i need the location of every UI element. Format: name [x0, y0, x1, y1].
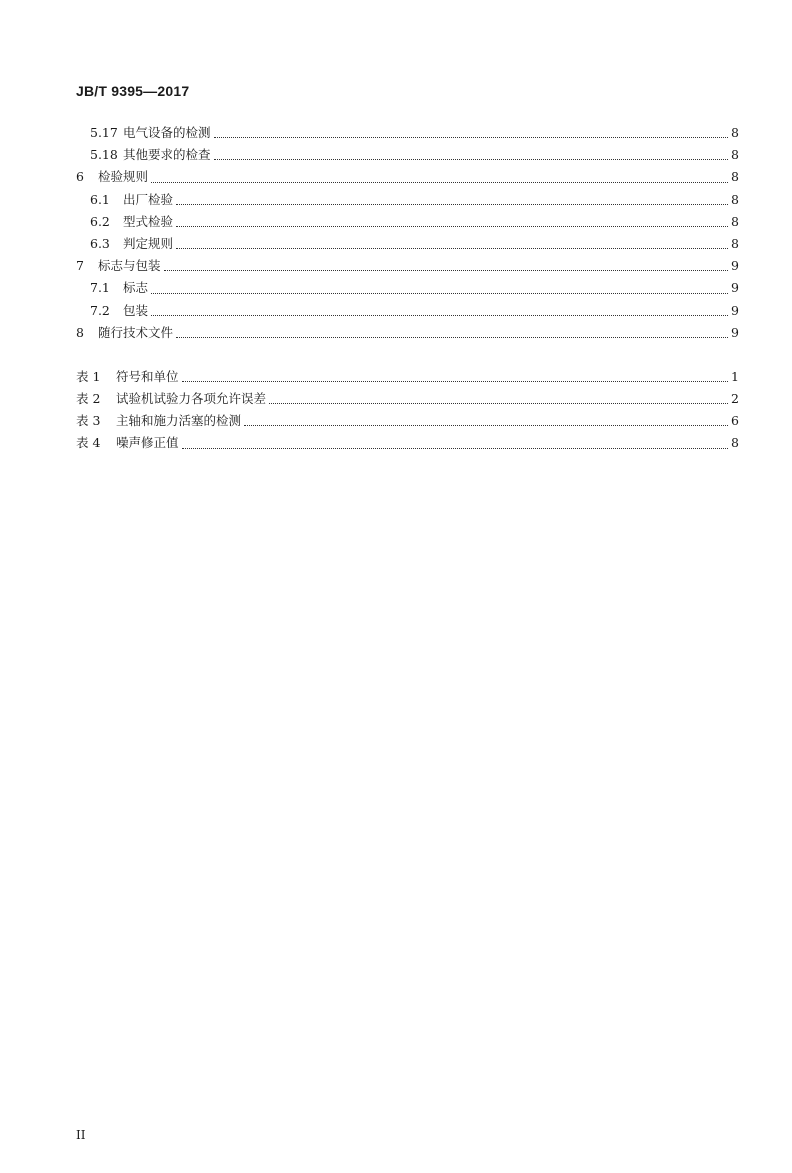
table-entry-title: 噪声修正值	[116, 435, 179, 451]
toc-entry[interactable]	[76, 189, 739, 211]
toc-entry-number: 5.17	[90, 125, 118, 140]
document-code: JB/T 9395—2017	[76, 83, 190, 99]
toc-entry-page: 9	[731, 324, 739, 340]
dot-leader	[164, 269, 728, 271]
dot-leader	[214, 158, 728, 160]
toc-entry-page: 8	[731, 191, 739, 207]
section-gap	[76, 344, 739, 366]
toc-entry-title: 型式检验	[123, 213, 174, 229]
dot-leader	[176, 225, 728, 227]
table-entry-title: 试验机试验力各项允许误差	[116, 391, 267, 407]
dot-leader	[151, 314, 728, 316]
toc-entry-number: 6.3	[90, 235, 110, 251]
toc-entry-page: 9	[731, 302, 739, 318]
table-entry-title: 符号和单位	[116, 368, 179, 384]
table-entry-title: 主轴和施力活塞的检测	[116, 413, 242, 429]
dot-leader	[151, 292, 728, 294]
toc-entry-number: 6.1	[90, 191, 110, 207]
toc-entry[interactable]	[76, 166, 739, 188]
dot-leader	[182, 447, 728, 449]
dot-leader	[244, 424, 728, 426]
toc-entry[interactable]	[76, 144, 739, 166]
toc-entry[interactable]	[76, 300, 739, 322]
toc-entry-number: 7.1	[90, 280, 110, 296]
table-entry-page: 6	[731, 413, 739, 429]
toc-entry[interactable]	[76, 122, 739, 144]
toc-entry-number: 6.2	[90, 213, 110, 229]
table-entry-number: 表 1	[76, 368, 101, 384]
table-entry-page: 1	[731, 368, 739, 384]
toc-entry[interactable]	[76, 277, 739, 299]
dot-leader	[214, 136, 728, 138]
toc-entry-page: 9	[731, 280, 739, 296]
dot-leader	[151, 181, 728, 183]
toc-entry-number: 5.18	[90, 147, 118, 163]
toc-entry-title: 随行技术文件	[98, 324, 174, 340]
toc-entry-page: 8	[731, 125, 739, 140]
toc-entry[interactable]	[76, 233, 739, 255]
page-number: II	[76, 1128, 86, 1142]
toc-entry-title: 检验规则	[98, 169, 149, 185]
toc-entry-number: 7.2	[90, 302, 110, 318]
toc-entry-title: 包装	[123, 302, 149, 318]
table-of-contents	[76, 122, 739, 455]
toc-entry-title: 电气设备的检测	[123, 125, 211, 140]
table-list-entry[interactable]	[76, 432, 739, 454]
dot-leader	[176, 336, 728, 338]
table-entry-page: 2	[731, 391, 739, 407]
toc-entry-page: 8	[731, 235, 739, 251]
toc-entry[interactable]	[76, 322, 739, 344]
toc-entry-title: 出厂检验	[123, 191, 174, 207]
toc-entry-page: 8	[731, 213, 739, 229]
toc-entry-number: 6	[76, 169, 84, 185]
table-entry-page: 8	[731, 435, 739, 451]
toc-entry-number: 7	[76, 258, 84, 274]
table-list-entry[interactable]	[76, 410, 739, 432]
dot-leader	[176, 247, 728, 249]
table-entry-number: 表 4	[76, 435, 101, 451]
table-entry-number: 表 2	[76, 391, 101, 407]
toc-entry-title: 标志与包装	[98, 258, 161, 274]
dot-leader	[182, 380, 728, 382]
table-list-entry[interactable]	[76, 388, 739, 410]
toc-entry-page: 8	[731, 169, 739, 185]
toc-entry[interactable]	[76, 211, 739, 233]
toc-entry-page: 9	[731, 258, 739, 274]
table-list-entry[interactable]	[76, 366, 739, 388]
toc-entry-title: 判定规则	[123, 235, 174, 251]
toc-entry-title: 标志	[123, 280, 149, 296]
toc-entry[interactable]	[76, 255, 739, 277]
table-entry-number: 表 3	[76, 413, 101, 429]
toc-entry-page: 8	[731, 147, 739, 163]
dot-leader	[176, 203, 728, 205]
toc-entry-number: 8	[76, 324, 84, 340]
toc-entry-title: 其他要求的检查	[123, 147, 211, 163]
dot-leader	[269, 402, 728, 404]
